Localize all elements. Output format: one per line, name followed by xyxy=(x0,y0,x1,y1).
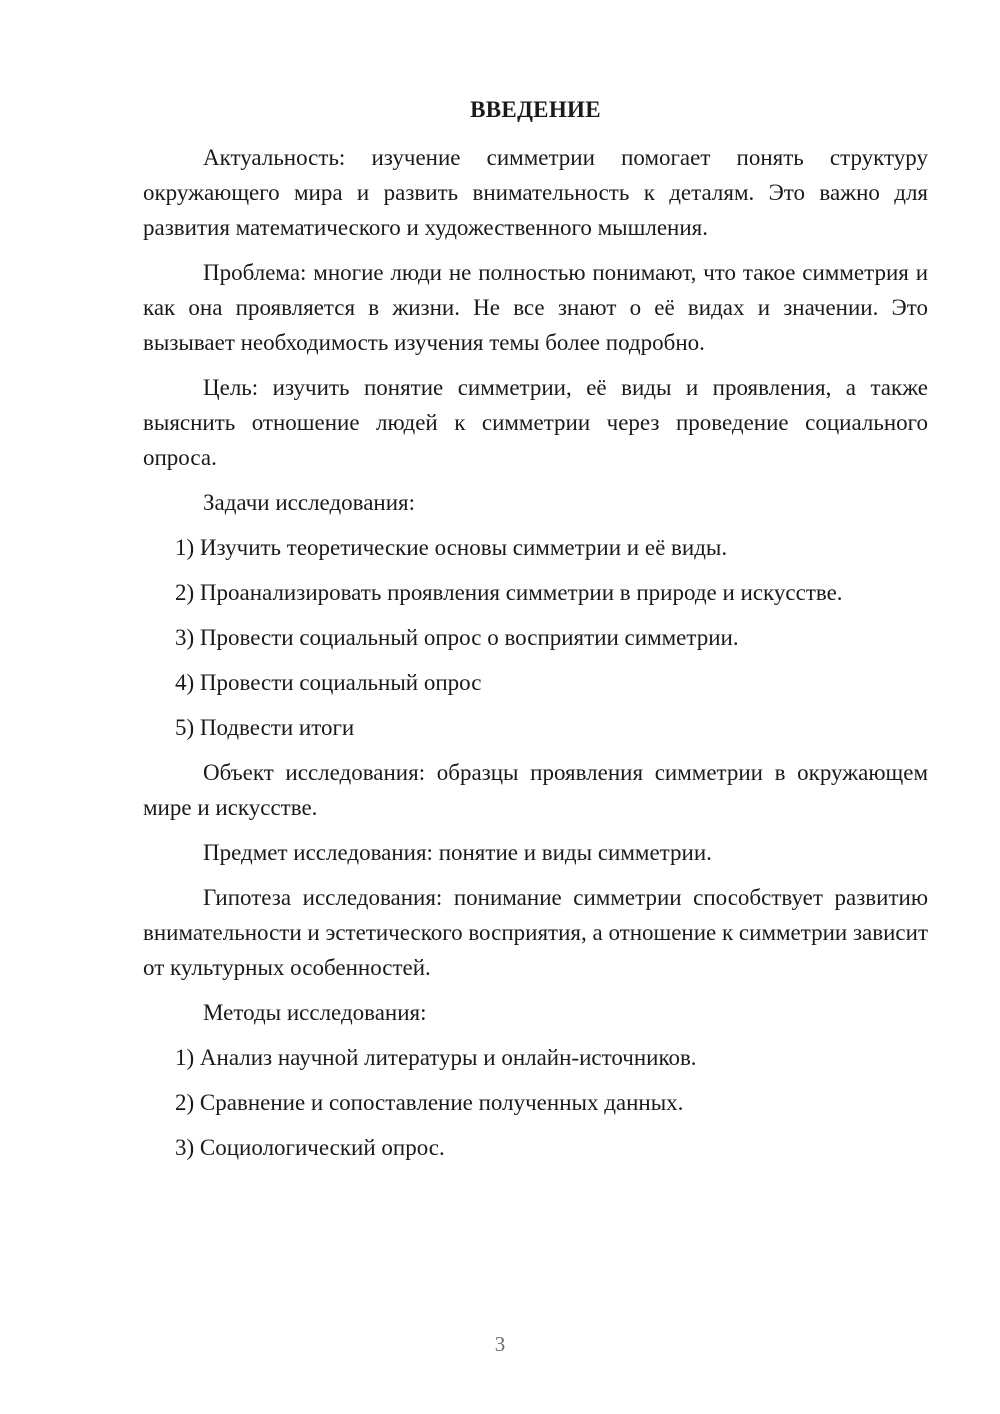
method-item: 1) Анализ научной литературы и онлайн-источников. xyxy=(175,1045,697,1070)
document-page xyxy=(143,92,928,1175)
page-number: 3 xyxy=(494,1332,506,1356)
task-item: 5) Подвести итоги xyxy=(175,715,355,740)
method-item: 2) Сравнение и сопоставление полученных данных. xyxy=(175,1090,684,1115)
object-paragraph: Объект исследования: образцы проявления симметрии в окружающем мире и искусстве. xyxy=(143,760,928,820)
relevance-paragraph: Актуальность: изучение симметрии помогает понять структуру окружающего мира и развить внимательность к деталям. Это важно для развития математического и художественного мышления. xyxy=(143,145,928,240)
methods-heading: Методы исследования: xyxy=(203,1000,427,1025)
task-item: 3) Провести социальный опрос о восприятии симметрии. xyxy=(175,625,739,650)
method-item: 3) Социологический опрос. xyxy=(175,1135,445,1160)
goal-paragraph: Цель: изучить понятие симметрии, её виды и проявления, а также выяснить отношение людей к симметрии через проведение социального опроса. xyxy=(143,375,928,470)
subject-paragraph: Предмет исследования: понятие и виды симметрии. xyxy=(203,840,712,865)
methods-list xyxy=(143,1040,928,1165)
task-item: 2) Проанализировать проявления симметрии в природе и искусстве. xyxy=(175,580,843,605)
task-item: 1) Изучить теоретические основы симметрии и её виды. xyxy=(175,535,728,560)
tasks-list xyxy=(143,530,928,745)
task-item: 4) Провести социальный опрос xyxy=(175,670,482,695)
problem-paragraph: Проблема: многие люди не полностью понимают, что такое симметрия и как она проявляется в жизни. Не все знают о её видах и значении. Это вызывает необходимость изучения темы более подробно. xyxy=(143,260,928,355)
tasks-heading: Задачи исследования: xyxy=(203,490,416,515)
page-title: ВВЕДЕНИЕ xyxy=(470,97,601,122)
hypothesis-paragraph: Гипотеза исследования: понимание симметрии способствует развитию внимательности и эстетического восприятия, а отношение к симметрии зависит от культурных особенностей. xyxy=(143,885,928,980)
